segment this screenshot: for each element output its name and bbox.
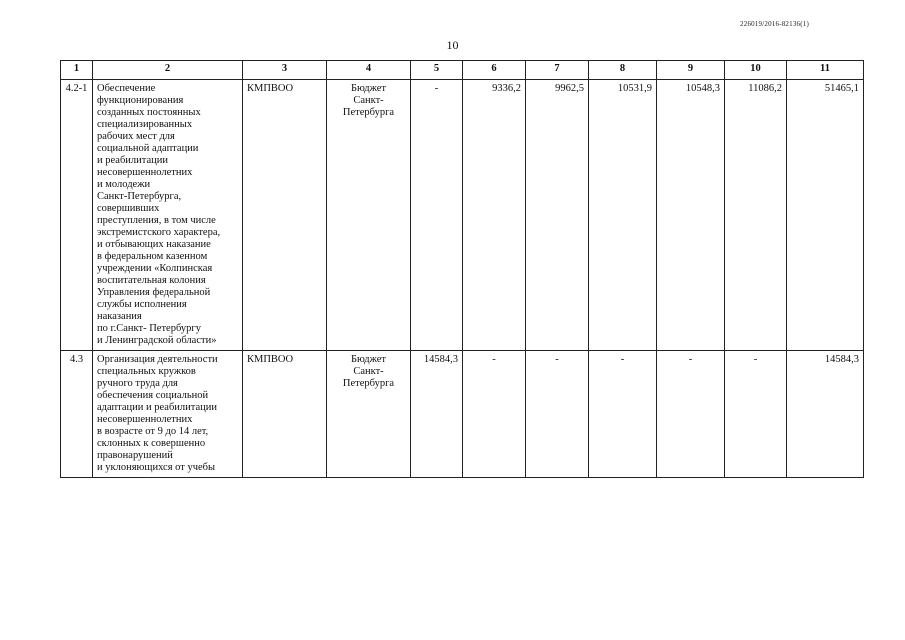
col-header-4: 4 [327, 61, 411, 80]
col-header-10: 10 [725, 61, 787, 80]
page-number: 10 [446, 38, 459, 52]
value-col-9: - [657, 351, 725, 478]
col-header-11: 11 [787, 61, 864, 80]
executor: КМПВОО [243, 80, 327, 351]
value-col-5: 14584,3 [411, 351, 463, 478]
funding-source: Бюджет Санкт- Петербурга [327, 351, 411, 478]
table-row [61, 351, 864, 478]
funding-source: Бюджет Санкт- Петербурга [327, 80, 411, 351]
col-header-1: 1 [61, 61, 93, 80]
program-table [60, 60, 864, 478]
total-value: 51465,1 [787, 80, 864, 351]
value-col-9: 10548,3 [657, 80, 725, 351]
col-header-3: 3 [243, 61, 327, 80]
col-header-8: 8 [589, 61, 657, 80]
col-header-9: 9 [657, 61, 725, 80]
row-number: 4.2-1 [61, 80, 93, 351]
value-col-6: 9336,2 [463, 80, 526, 351]
table-row [61, 80, 864, 351]
col-header-7: 7 [526, 61, 589, 80]
header-row [61, 61, 864, 80]
col-header-5: 5 [411, 61, 463, 80]
value-col-7: - [526, 351, 589, 478]
value-col-7: 9962,5 [526, 80, 589, 351]
value-col-10: 11086,2 [725, 80, 787, 351]
value-col-8: - [589, 351, 657, 478]
activity-name: Обеспечение функционирования созданных постоянных специализированных рабочих мест для социальной адаптации и реабилитации несовершеннолетних и молодежи Санкт-Петербурга, совершивших преступления, в том числе экстремистского характера, и отбывающих наказание в федеральном казенном учреждении «Колпинская воспитательная колония Управления федеральной службы исполнения наказания по г.Санкт- Петербургу и Ленинградской области» [93, 80, 243, 351]
value-col-8: 10531,9 [589, 80, 657, 351]
col-header-2: 2 [93, 61, 243, 80]
total-value: 14584,3 [787, 351, 864, 478]
value-col-6: - [463, 351, 526, 478]
document-id: 226019/2016-82136(1) [740, 20, 809, 28]
activity-name: Организация деятельности специальных кружков ручного труда для обеспечения социальной адаптации и реабилитации несовершеннолетних в возрасте от 9 до 14 лет, склонных к совершенно правонарушений и уклоняющихся от учебы [93, 351, 243, 478]
row-number: 4.3 [61, 351, 93, 478]
col-header-6: 6 [463, 61, 526, 80]
value-col-10: - [725, 351, 787, 478]
value-col-5: - [411, 80, 463, 351]
executor: КМПВОО [243, 351, 327, 478]
